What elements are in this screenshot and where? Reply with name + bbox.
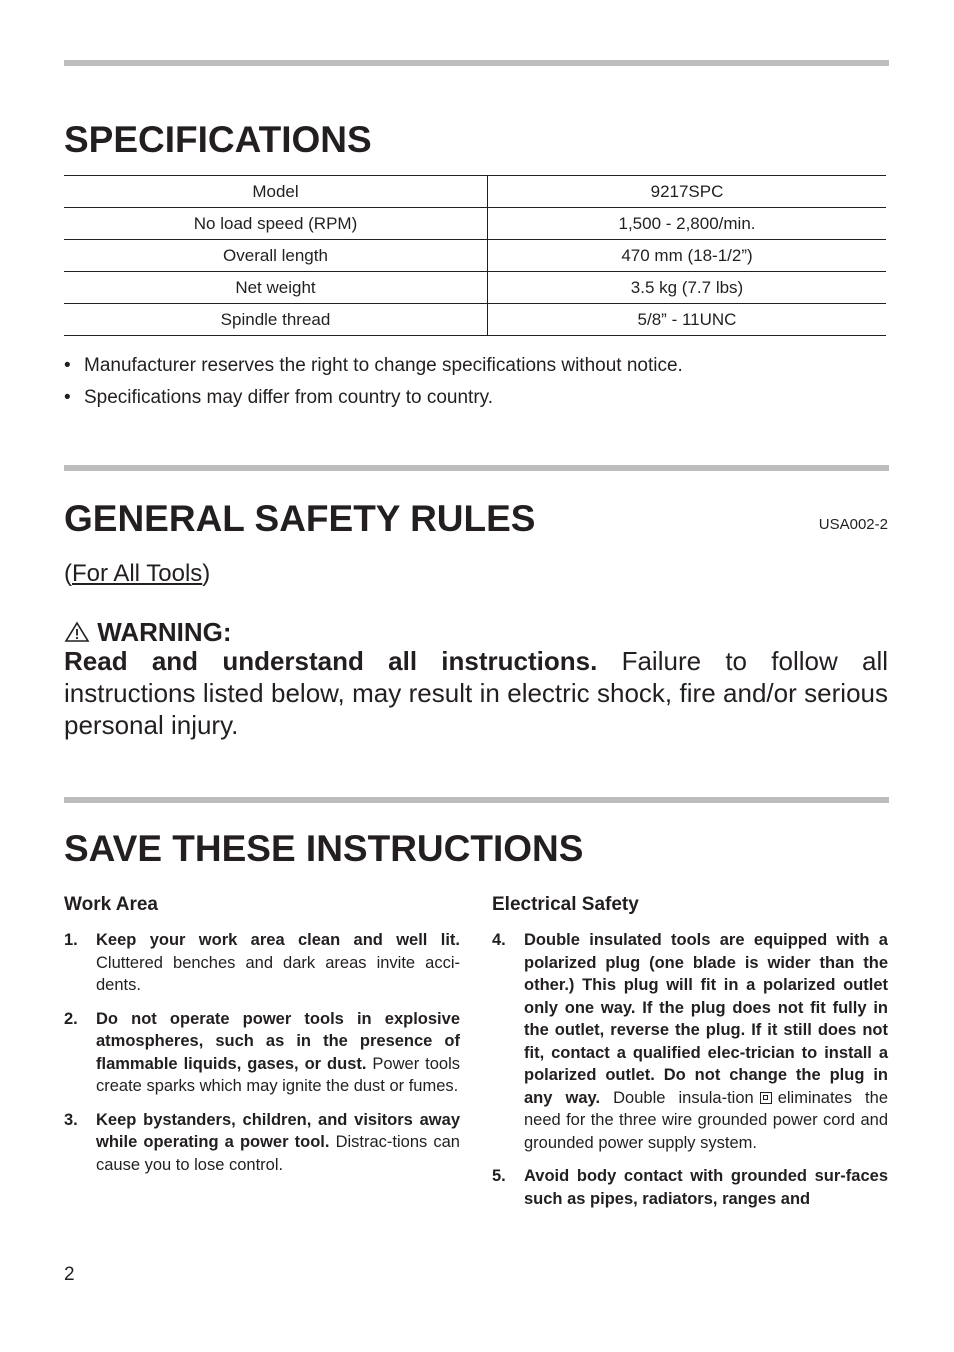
top-rule: [64, 60, 889, 66]
specification-notes: [64, 354, 683, 418]
section-rule: [64, 797, 889, 803]
list-item: 3. Keep bystanders, children, and visitors away while operating a power tool. Distrac-tions can cause you to lose control.: [64, 1110, 460, 1174]
warning-heading: WARNING:: [64, 617, 232, 648]
list-item: • Manufacturer reserves the right to change specifications without notice.: [64, 355, 683, 376]
work-area-column: [64, 893, 460, 1187]
general-safety-title: GENERAL SAFETY RULES: [64, 498, 536, 539]
list-item: 1. Keep your work area clean and well lit. Cluttered benches and dark areas invite acci-dents.: [64, 931, 460, 994]
document-code: USA002-2: [818, 516, 888, 533]
list-item: 4. Double insulated tools are equipped with a polarized plug (one blade is wider than the other.) This plug will fit in a polarized outlet only one way. If the plug does not fit fully in the outlet, reverse the plug. If it still does not fit, contact a qualified elec-trician to install a polarized outlet. Do not change the plug in any way. Double insula-tion eliminates the need for the three wire grounded power cord and grounded power supply system.: [492, 931, 888, 1152]
list-item: • Specifications may differ from country to country.: [64, 387, 494, 408]
specifications-table: [64, 175, 886, 336]
section-rule: [64, 465, 889, 471]
page-number: 2: [64, 1264, 75, 1285]
list-item: 5. Avoid body contact with grounded sur-faces such as pipes, radiators, ranges and: [492, 1167, 888, 1208]
warning-icon: [64, 621, 90, 643]
specifications-title: SPECIFICATIONS: [64, 119, 372, 160]
table-row: Spindle thread 5/8” - 11UNC: [64, 304, 886, 336]
subtitle: (For All Tools): [64, 560, 211, 587]
table-row: Net weight 3.5 kg (7.7 lbs): [64, 272, 886, 304]
double-insulation-icon: [760, 1092, 772, 1104]
list-item: 2. Do not operate power tools in explosive atmospheres, such as in the presence of flammable liquids, gases, or dust. Power tools create sparks which may ignite the dust or fumes.: [64, 1009, 460, 1095]
work-area-heading: Work Area: [64, 894, 158, 915]
table-row: Overall length 470 mm (18-1/2”): [64, 240, 886, 272]
warning-text: Read and understand all instructions. Failure to follow all instructions listed below, may result in electric shock, fire and/or serious personal injury.: [64, 646, 888, 740]
save-instructions-title: SAVE THESE INSTRUCTIONS: [64, 828, 584, 869]
electrical-safety-heading: Electrical Safety: [492, 894, 639, 915]
table-row: Model 9217SPC: [64, 176, 886, 208]
electrical-safety-column: [492, 893, 888, 1221]
table-row: No load speed (RPM) 1,500 - 2,800/min.: [64, 208, 886, 240]
